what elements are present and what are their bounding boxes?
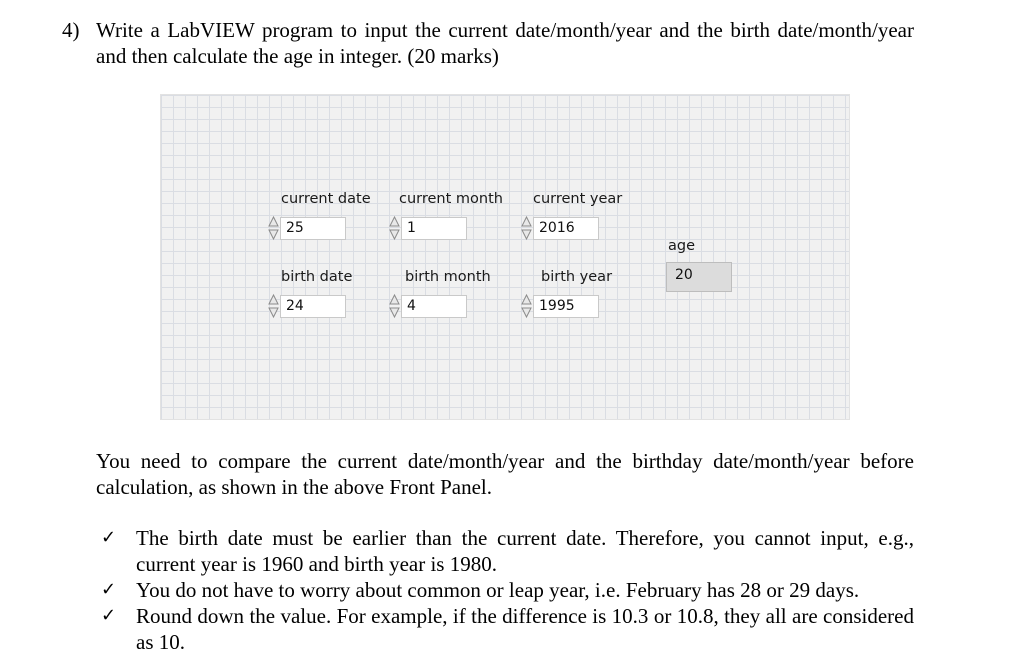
increment-decrement-icon[interactable] xyxy=(520,293,533,320)
birth-month-label: birth month xyxy=(405,269,491,285)
birth-date-input[interactable]: 24 xyxy=(280,295,346,318)
current-year-input[interactable]: 2016 xyxy=(533,217,599,240)
current-date-label: current date xyxy=(281,191,371,207)
increment-decrement-icon[interactable] xyxy=(520,215,533,242)
birth-year-label: birth year xyxy=(541,269,613,285)
birth-year-input[interactable]: 1995 xyxy=(533,295,599,318)
list-item: The birth date must be earlier than the current date. Therefore, you cannot input, e.g., current year is 1960 and birth year is 1980. xyxy=(136,526,914,576)
instruction-paragraph: You need to compare the current date/month/year and the birthday date/month/year before calculation, as shown in the above Front Panel. xyxy=(96,449,914,499)
checkmark-icon: ✓ xyxy=(101,605,117,626)
labview-front-panel xyxy=(160,94,850,420)
increment-decrement-icon[interactable] xyxy=(388,215,401,242)
question-text: Write a LabVIEW program to input the current date/month/year and the birth date/month/year and then calculate the age in integer. (20 marks) xyxy=(96,18,914,68)
list-item: Round down the value. For example, if the difference is 10.3 or 10.8, they all are considered as 10. xyxy=(136,604,914,654)
current-date-input[interactable]: 25 xyxy=(280,217,346,240)
checkmark-icon: ✓ xyxy=(101,527,117,548)
increment-decrement-icon[interactable] xyxy=(267,293,280,320)
list-item: You do not have to worry about common or leap year, i.e. February has 28 or 29 days. xyxy=(136,578,860,602)
question-number: 4) xyxy=(62,18,80,42)
age-indicator: 20 xyxy=(666,262,732,292)
current-month-label: current month xyxy=(399,191,503,207)
increment-decrement-icon[interactable] xyxy=(267,215,280,242)
birth-date-label: birth date xyxy=(281,269,353,285)
age-label: age xyxy=(668,238,696,254)
checkmark-icon: ✓ xyxy=(101,579,117,600)
current-year-label: current year xyxy=(533,191,623,207)
increment-decrement-icon[interactable] xyxy=(388,293,401,320)
birth-month-input[interactable]: 4 xyxy=(401,295,467,318)
current-month-input[interactable]: 1 xyxy=(401,217,467,240)
